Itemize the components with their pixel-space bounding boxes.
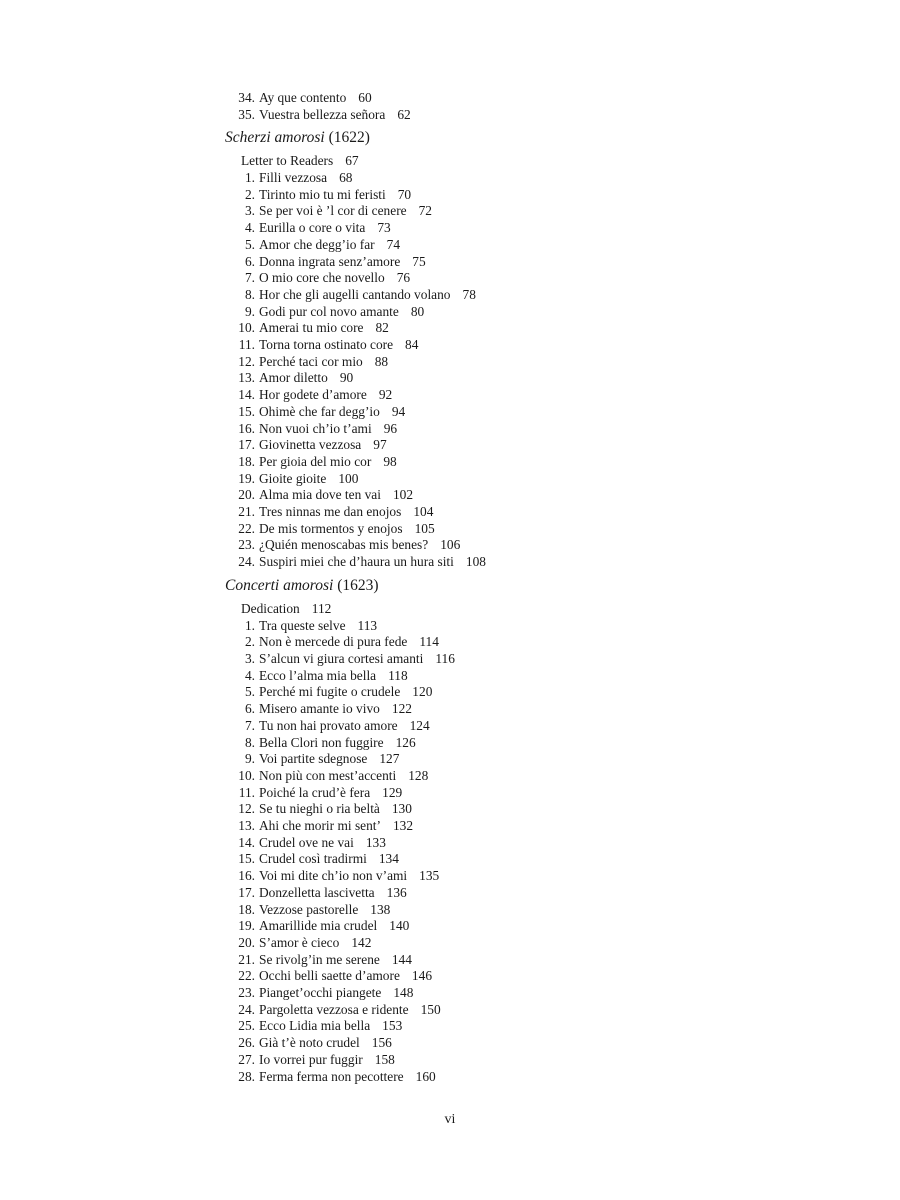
- entry-page: 88: [374, 354, 389, 369]
- toc-entry: [235, 536, 460, 553]
- entry-title: Poiché la crud’è fera: [259, 785, 371, 800]
- entry-number: 28.: [238, 1069, 255, 1084]
- toc-entry: [235, 253, 426, 270]
- entry-number: 34.: [238, 90, 255, 105]
- entry-page: 62: [397, 107, 411, 122]
- toc-entry: [235, 219, 391, 236]
- entry-number: 11.: [238, 785, 255, 800]
- entry-number: 26.: [238, 1035, 255, 1050]
- toc-entry: [235, 202, 432, 219]
- entry-number: 19.: [238, 471, 255, 486]
- entry-number: 4.: [244, 220, 255, 235]
- entry-number: 9.: [244, 751, 255, 766]
- entry-number: 15.: [238, 851, 255, 866]
- entry-number: 7.: [244, 718, 255, 733]
- entry-page: 113: [357, 618, 378, 633]
- toc-entry: [235, 503, 433, 520]
- toc-entry: [235, 269, 410, 286]
- entry-title: Tu non hai provato amore: [259, 718, 398, 733]
- entry-page: 104: [413, 504, 434, 519]
- entry-title: Letter to Readers: [241, 153, 334, 168]
- toc-entry: [235, 617, 377, 634]
- entry-title: Amerai tu mio core: [259, 320, 364, 335]
- front-matter-entry: [241, 600, 331, 617]
- entry-title: Già t’è noto crudel: [259, 1035, 360, 1050]
- front-matter-entry: [241, 152, 359, 169]
- toc-entry: [235, 967, 432, 984]
- toc-entry: [235, 369, 353, 386]
- entry-page: 72: [418, 203, 432, 218]
- entry-page: 116: [435, 651, 455, 666]
- entry-page: 146: [411, 968, 433, 983]
- entry-number: 22.: [238, 521, 255, 536]
- toc-entry: [235, 353, 388, 370]
- entry-page: 142: [351, 935, 372, 950]
- toc-entry: [235, 286, 476, 303]
- toc-entry: [235, 453, 397, 470]
- entry-title: Occhi belli saette d’amore: [259, 968, 400, 983]
- entry-number: 12.: [238, 801, 255, 816]
- entry-number: 22.: [238, 968, 255, 983]
- toc-entry: [235, 1001, 441, 1018]
- toc-entry: [235, 436, 387, 453]
- entry-title: Se per voi è ’l cor di cenere: [259, 203, 407, 218]
- entry-title: Torna torna ostinato core: [259, 337, 394, 352]
- section-title: Concerti amorosi: [225, 577, 334, 594]
- entry-number: 10.: [238, 320, 255, 335]
- entry-page: 135: [419, 868, 440, 883]
- entry-number: 21.: [238, 504, 255, 519]
- entry-number: 2.: [244, 634, 255, 649]
- entry-title: Donna ingrata senz’amore: [259, 254, 401, 269]
- entry-number: 11.: [238, 337, 255, 352]
- entry-number: 17.: [238, 885, 255, 900]
- entry-title: Giovinetta vezzosa: [259, 437, 362, 452]
- entry-title: De mis tormentos y enojos: [259, 521, 403, 536]
- entry-page: 124: [409, 718, 430, 733]
- toc-entry: [235, 767, 428, 784]
- entry-page: 129: [382, 785, 403, 800]
- entry-page: 136: [386, 885, 407, 900]
- entry-number: 14.: [238, 387, 255, 402]
- entry-page: 134: [378, 851, 399, 866]
- entry-page: 114: [419, 634, 439, 649]
- toc-entry: [235, 717, 430, 734]
- toc-entry: [235, 420, 397, 437]
- toc-entry: [235, 650, 455, 667]
- entry-number: 8.: [244, 287, 255, 302]
- entry-number: 1.: [244, 170, 255, 185]
- entry-title: Vuestra bellezza señora: [259, 107, 386, 122]
- entry-title: S’alcun vi giura cortesi amanti: [259, 651, 424, 666]
- entry-number: 5.: [244, 237, 255, 252]
- toc-entry: [235, 236, 400, 253]
- entry-title: Non vuoi ch’io t’ami: [259, 421, 372, 436]
- entry-title: ¿Quién menoscabas mis benes?: [259, 537, 429, 552]
- section-heading: [225, 128, 370, 148]
- entry-number: 8.: [244, 735, 255, 750]
- entry-title: Bella Clori non fuggire: [259, 735, 384, 750]
- entry-page: 74: [386, 237, 401, 252]
- toc-entry: [235, 169, 352, 186]
- entry-number: 20.: [238, 487, 255, 502]
- toc-entry: [235, 1034, 392, 1051]
- entry-title: Gioite gioite: [259, 471, 327, 486]
- entry-number: 13.: [238, 818, 255, 833]
- entry-number: 14.: [238, 835, 255, 850]
- entry-page: 118: [388, 668, 408, 683]
- entry-page: 105: [414, 521, 435, 536]
- section-title: Scherzi amorosi: [225, 129, 325, 146]
- entry-page: 76: [396, 270, 411, 285]
- toc-entry: [235, 386, 392, 403]
- entry-title: S’amor è cieco: [259, 935, 340, 950]
- entry-number: 5.: [244, 684, 255, 699]
- entry-number: 21.: [238, 952, 255, 967]
- entry-title: Per gioia del mio cor: [259, 454, 372, 469]
- toc-entry: [235, 784, 402, 801]
- entry-page: 94: [391, 404, 406, 419]
- entry-page: 80: [410, 304, 425, 319]
- entry-title: Donzelletta lascivetta: [259, 885, 375, 900]
- entry-title: Perché mi fugite o crudele: [259, 684, 401, 699]
- entry-page: 128: [408, 768, 429, 783]
- entry-page: 140: [389, 918, 410, 933]
- toc-entry: [235, 106, 411, 123]
- entry-page: 133: [365, 835, 386, 850]
- entry-page: 96: [383, 421, 398, 436]
- entry-page: 112: [311, 601, 332, 616]
- entry-page: 75: [412, 254, 426, 269]
- toc-entry: [235, 934, 371, 951]
- section-year: (1623): [337, 577, 379, 594]
- entry-title: Non è mercede di pura fede: [259, 634, 408, 649]
- entry-page: 98: [383, 454, 397, 469]
- entry-page: 82: [375, 320, 389, 335]
- entry-number: 15.: [238, 404, 255, 419]
- entry-page: 97: [373, 437, 387, 452]
- toc-entry: [235, 683, 432, 700]
- entry-number: 6.: [244, 701, 255, 716]
- entry-title: Voi mi dite ch’io non v’ami: [259, 868, 408, 883]
- toc-entry: [235, 667, 408, 684]
- entry-page: 150: [420, 1002, 441, 1017]
- toc-entry: [235, 850, 399, 867]
- entry-number: 27.: [238, 1052, 255, 1067]
- entry-number: 19.: [238, 918, 255, 933]
- entry-title: Pargoletta vezzosa e ridente: [259, 1002, 409, 1017]
- toc-entry: [235, 186, 411, 203]
- toc-entry: [235, 1068, 436, 1085]
- entry-page: 148: [393, 985, 414, 1000]
- entry-title: Amor diletto: [259, 370, 328, 385]
- entry-title: Ahi che morir mi sent’: [259, 818, 381, 833]
- entry-title: Hor godete d’amore: [259, 387, 367, 402]
- toc-entry: [235, 553, 486, 570]
- entry-number: 24.: [238, 554, 255, 569]
- entry-title: Suspiri miei che d’haura un hura siti: [259, 554, 454, 569]
- entry-number: 23.: [238, 537, 255, 552]
- entry-number: 16.: [238, 868, 255, 883]
- entry-page: 70: [397, 187, 412, 202]
- entry-page: 106: [440, 537, 461, 552]
- entry-page: 130: [391, 801, 412, 816]
- entry-number: 9.: [244, 304, 255, 319]
- entry-number: 7.: [244, 270, 255, 285]
- entry-title: Ay que contento: [259, 90, 347, 105]
- entry-page: 127: [379, 751, 400, 766]
- entry-title: Ecco Lidia mia bella: [259, 1018, 371, 1033]
- entry-number: 18.: [238, 454, 255, 469]
- toc-entry: [235, 403, 405, 420]
- toc-entry: [235, 1017, 402, 1034]
- entry-page: 126: [395, 735, 416, 750]
- entry-number: 10.: [238, 768, 255, 783]
- entry-page: 156: [371, 1035, 392, 1050]
- entry-page: 84: [405, 337, 419, 352]
- toc-entry: [235, 734, 416, 751]
- entry-title: Se tu nieghi o ria beltà: [259, 801, 380, 816]
- page-number: vi: [444, 1112, 456, 1127]
- toc-entry: [235, 867, 439, 884]
- entry-number: 1.: [244, 618, 255, 633]
- entry-title: Io vorrei pur fuggir: [259, 1052, 363, 1067]
- entry-page: 108: [465, 554, 486, 569]
- entry-page: 67: [345, 153, 359, 168]
- entry-title: Tirinto mio tu mi feristi: [259, 187, 386, 202]
- entry-number: 4.: [244, 668, 255, 683]
- toc-entry: [235, 917, 409, 934]
- entry-title: Tres ninnas me dan enojos: [259, 504, 402, 519]
- entry-title: Ecco l’alma mia bella: [259, 668, 377, 683]
- entry-page: 120: [412, 684, 433, 699]
- entry-title: Tra queste selve: [259, 618, 346, 633]
- entry-title: Crudel ove ne vai: [259, 835, 354, 850]
- entry-page: 138: [370, 902, 391, 917]
- toc-entry: [235, 520, 435, 537]
- entry-page: 132: [392, 818, 414, 833]
- entry-title: Voi partite sdegnose: [259, 751, 368, 766]
- toc-entry: [235, 800, 412, 817]
- entry-title: Hor che gli augelli cantando volano: [259, 287, 451, 302]
- section-heading: [225, 576, 379, 596]
- entry-title: Vezzose pastorelle: [259, 902, 359, 917]
- entry-page: 68: [339, 170, 353, 185]
- entry-number: 17.: [238, 437, 255, 452]
- entry-title: Ferma ferma non pecottere: [259, 1069, 404, 1084]
- toc-entry: [235, 470, 358, 487]
- entry-page: 73: [377, 220, 391, 235]
- entry-title: Godi pur col novo amante: [259, 304, 399, 319]
- toc-entry: [235, 303, 424, 320]
- entry-page: 160: [415, 1069, 436, 1084]
- entry-page: 78: [462, 287, 476, 302]
- entry-number: 25.: [238, 1018, 255, 1033]
- entry-title: Amarillide mia crudel: [259, 918, 378, 933]
- entry-page: 122: [391, 701, 412, 716]
- entry-page: 92: [378, 387, 393, 402]
- entry-page: 144: [391, 952, 412, 967]
- entry-title: Se rivolg’in me serene: [259, 952, 380, 967]
- entry-number: 2.: [244, 187, 255, 202]
- entry-number: 3.: [244, 203, 255, 218]
- entry-number: 12.: [238, 354, 255, 369]
- entry-page: 153: [382, 1018, 403, 1033]
- entry-title: O mio core che novello: [259, 270, 385, 285]
- entry-number: 18.: [238, 902, 255, 917]
- toc-entry: [235, 633, 439, 650]
- toc-entry: [235, 486, 413, 503]
- entry-page: 60: [358, 90, 372, 105]
- entry-number: 20.: [238, 935, 255, 950]
- entry-title: Ohimè che far degg’io: [259, 404, 380, 419]
- entry-title: Eurilla o core o vita: [259, 220, 366, 235]
- toc-entry: [235, 884, 407, 901]
- toc-entry: [235, 984, 413, 1001]
- entry-title: Pianget’occhi piangete: [259, 985, 382, 1000]
- toc-entry: [235, 89, 372, 106]
- toc-entry: [235, 700, 412, 717]
- entry-title: Filli vezzosa: [259, 170, 328, 185]
- entry-title: Dedication: [241, 601, 300, 616]
- entry-number: 24.: [238, 1002, 255, 1017]
- entry-number: 13.: [238, 370, 255, 385]
- toc-entry: [235, 1051, 395, 1068]
- toc-entry: [235, 319, 389, 336]
- toc-entry: [235, 834, 386, 851]
- entry-page: 158: [374, 1052, 395, 1067]
- entry-number: 35.: [238, 107, 255, 122]
- entry-page: 102: [392, 487, 414, 502]
- section-year: (1622): [328, 129, 370, 146]
- toc-entry: [235, 750, 399, 767]
- entry-title: Misero amante io vivo: [259, 701, 380, 716]
- entry-title: Alma mia dove ten vai: [259, 487, 381, 502]
- entry-number: 16.: [238, 421, 255, 436]
- toc-entry: [235, 336, 418, 353]
- entry-number: 3.: [244, 651, 255, 666]
- entry-title: Crudel così tradirmi: [259, 851, 367, 866]
- entry-title: Perché taci cor mio: [259, 354, 363, 369]
- entry-number: 23.: [238, 985, 255, 1000]
- entry-title: Amor che degg’io far: [259, 237, 375, 252]
- toc-entry: [235, 951, 412, 968]
- entry-page: 90: [339, 370, 354, 385]
- entry-page: 100: [338, 471, 359, 486]
- entry-title: Non più con mest’accenti: [259, 768, 397, 783]
- entry-number: 6.: [244, 254, 255, 269]
- toc-entry: [235, 901, 390, 918]
- toc-entry: [235, 817, 413, 834]
